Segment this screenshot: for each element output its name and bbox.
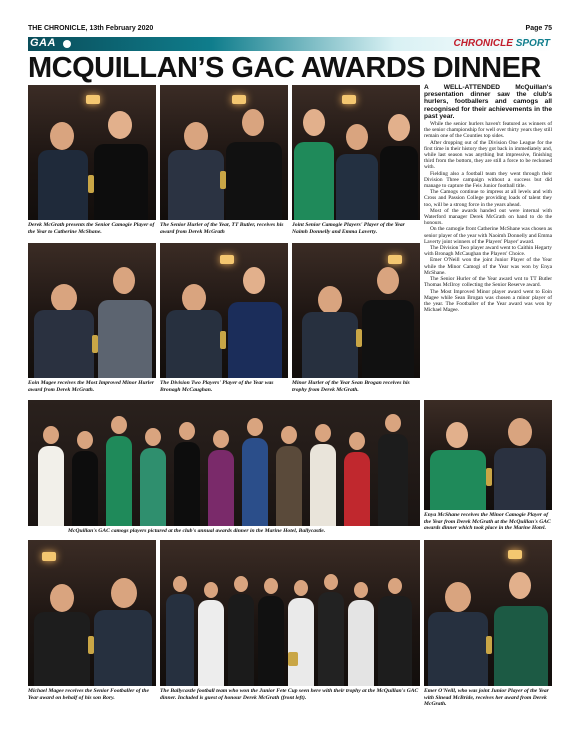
publication-date: THE CHRONICLE, 13th February 2020 — [28, 25, 154, 32]
caption-1: Derek McGrath presents the Senior Camogie Player of the Year to Catherine McShane. — [28, 222, 155, 235]
brand-sub: SPORT — [515, 38, 550, 49]
photo-mccaughan — [160, 243, 288, 378]
article-paragraph: Fielding also a football team they went through their Division Three campaign without a success but did manage to capture the Feis Junior football title. — [424, 170, 552, 190]
article-paragraph: After dropping out of the Division One League for the first time in their history they got back in immediately and, while last season was anything but impressive, finishing third from the bottom, they are still a force to be reckoned with. — [424, 139, 552, 171]
photo-emer-oneill — [424, 540, 552, 686]
photo-donnelly-laverty — [292, 85, 420, 220]
caption-3: Joint Senior Camogie Players' Player of the Year Naimh Donnelly and Emma Laverty. — [292, 222, 405, 235]
article-paragraph: On the camogie front Catherine McShane was chosen as senior player of the year with Naoimh Donnelly and Emma Laverty joint winners of the Players' Player' award. — [424, 226, 552, 245]
article-paragraph: Emer O'Neill won the joint Junior Player of the Year while the Minor Camogi of the Year was won by Enya McShane. — [424, 257, 552, 276]
article-paragraph: The Senior Hurler of the Year award wnt to TT Butler Thomas McIlroy collecting the Senior Reserve award. — [424, 276, 552, 289]
article-paragraph: Most of the awards handed out were internal with Waterford manager Derek McGrath on hand to do the honours. — [424, 207, 552, 227]
caption-2: The Senior Hurler of the Year, TT Butler, receives his award from Derek McGrath — [160, 222, 284, 235]
caption-4: Eoin Magee receives the Most Improved Minor Hurler award from Derek McGrath. — [28, 380, 155, 393]
article-paragraph: The Most Improved Minor player award went to Eoin Magee while Sean Brogan was chosen a minor player of the year. The Footballer of the Year award was won by Michael Magee. — [424, 288, 552, 314]
photo-eoin-magee — [28, 243, 156, 378]
photo-brogan — [292, 243, 420, 378]
page-number: Page 75 — [525, 25, 552, 32]
caption-10: The Ballycastle football team who won the Junior Fete Cup seen here with their trophy at the McQuillan's GAC dinner. Included is guest of honour Derek McGrath (front left). — [160, 688, 419, 701]
photo-michael-magee — [28, 540, 156, 686]
article-paragraph: The Camogs continue to impress at all levels and with Cross and Passion College providing loads of talent they too, will be a strong force in the years ahead. — [424, 189, 552, 208]
article-lead: A WELL-ATTENDED McQuillan's presentation dinner saw the club's hurlers, footballers and camogs all recognised for their achievements in the past year. — [424, 84, 552, 120]
article-body — [424, 84, 552, 313]
ball-icon — [63, 40, 71, 48]
headline: MCQUILLAN’S GAC AWARDS DINNER — [28, 52, 541, 84]
caption-7: McQuillan's GAC camogs players pictured at the club's annual awards dinner in the Marine Hotel, Ballycastle. — [68, 528, 326, 534]
masthead — [28, 24, 552, 36]
brand-logo — [453, 38, 550, 49]
photo-camogie-group — [28, 400, 420, 526]
section-label: GAA — [30, 37, 56, 49]
caption-8: Enya McShane receives the Minor Camogie Player of the Year from Derek McGrath at the McQuillan's GAC awards dinner which took place in the Marine Hotel. — [424, 512, 551, 532]
caption-9: Michael Magee receives the Senior Footballer of the Year award on behalf of his son Rory. — [28, 688, 150, 701]
photo-mcshane — [28, 85, 156, 220]
photo-football-team — [160, 540, 420, 686]
caption-11: Emer O'Neill, who was joint Junior Player of the Year with Sinead McBride, receives her award from Derek McGrath. — [424, 688, 549, 708]
photo-butler — [160, 85, 288, 220]
caption-6: Minor Hurler of the Year Sean Brogan receives his trophy from Derek McGrath. — [292, 380, 410, 393]
caption-5: The Division Two Players' Player of the Year was Bronagh McCaughan. — [160, 380, 274, 393]
photo-enya-mcshane — [424, 400, 552, 510]
brand-main: CHRONICLE — [453, 38, 513, 49]
article-paragraph: While the senior hurlers haven't featured as winners of the senior championship for well over thirty years they still remain one of the Counties top sides. — [424, 121, 552, 140]
article-paragraph: The Division Two player award went to Caithin Hegarty with Bronagh McCaughan the Players' Choice. — [424, 245, 552, 258]
